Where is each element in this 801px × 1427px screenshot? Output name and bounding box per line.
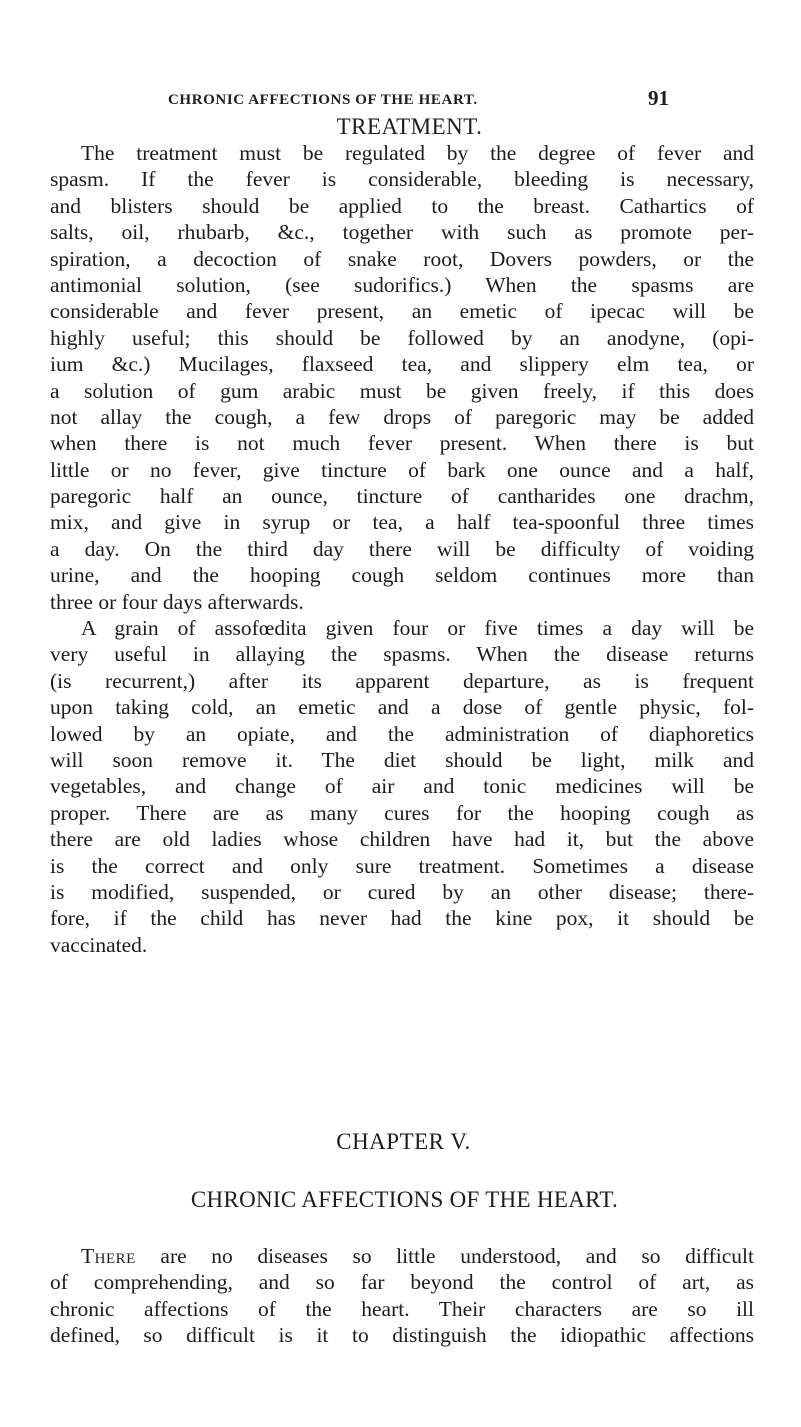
treatment-paragraph-2 [50,615,754,958]
chapter-paragraph [50,1243,754,1349]
text-line: vegetables, and change of air and tonic medicines will be [50,774,754,799]
text-line: lowed by an opiate, and the administration of diaphoretics [50,721,754,746]
text-line [50,1243,754,1269]
text-line: mix, and give in syrup or tea, a half tea-spoonful three times [50,510,754,535]
text-line: defined, so difficult is it to distinguish the idiopathic affections [50,1323,754,1348]
text-line: there are old ladies whose children have had it, but the above [50,827,754,852]
text-line-rest: are no diseases so little understood, and so difficult [135,1244,754,1268]
text-line: salts, oil, rhubarb, &c., together with such as promote per- [50,220,754,245]
text-line: very useful in allaying the spasms. When the disease returns [50,642,754,667]
text-line: chronic affections of the heart. Their characters are so ill [50,1296,754,1321]
text-line: not allay the cough, a few drops of paregoric may be added [50,404,754,429]
text-line: highly useful; this should be followed by an anodyne, (opi- [50,325,754,350]
running-head: CHRONIC AFFECTIONS OF THE HEART. [168,92,478,108]
text-line: proper. There are as many cures for the hooping cough as [50,800,754,825]
section-title-treatment: TREATMENT. [336,114,483,139]
text-line: three or four days afterwards. [50,589,304,614]
text-line: and blisters should be applied to the breast. Cathartics of [50,193,754,218]
text-line: paregoric half an ounce, tincture of cantharides one drachm, [50,484,754,509]
text-line: vaccinated. [50,932,148,957]
text-line: antimonial solution, (see sudorifics.) When the spasms are [50,272,754,297]
text-line: is the correct and only sure treatment. Sometimes a disease [50,853,754,878]
text-line: when there is not much fever present. When there is but [50,431,754,456]
chapter-subtitle: CHRONIC AFFECTIONS OF THE HEART. [190,1187,619,1212]
text-line: upon taking cold, an emetic and a dose of gentle physic, fol- [50,695,754,720]
text-line: spasm. If the fever is considerable, bleeding is necessary, [50,167,754,192]
page-number: 91 [648,86,669,110]
chapter-title: CHAPTER V. [336,1129,471,1154]
text-line: a day. On the third day there will be difficulty of voiding [50,536,754,561]
text-line: urine, and the hooping cough seldom continues more than [50,563,754,588]
text-line: A grain of assofœdita given four or five times a day will be [81,616,754,640]
text-line: The treatment must be regulated by the degree of fever and [81,141,754,165]
lead-word: There [81,1244,136,1268]
text-line: of comprehending, and so far beyond the control of art, as [50,1270,754,1295]
text-line: will soon remove it. The diet should be light, milk and [50,747,754,772]
treatment-paragraph-1 [50,140,754,615]
text-line: considerable and fever present, an emetic of ipecac will be [50,299,754,324]
text-line: fore, if the child has never had the kine pox, it should be [50,906,754,931]
text-line: (is recurrent,) after its apparent departure, as is frequent [50,668,754,693]
text-line: little or no fever, give tincture of bark one ounce and a half, [50,457,754,482]
text-line: spiration, a decoction of snake root, Dovers powders, or the [50,246,754,271]
text-line: ium &c.) Mucilages, flaxseed tea, and slippery elm tea, or [50,352,754,377]
text-line: a solution of gum arabic must be given freely, if this does [50,378,754,403]
text-line: is modified, suspended, or cured by an other disease; there- [50,879,754,904]
